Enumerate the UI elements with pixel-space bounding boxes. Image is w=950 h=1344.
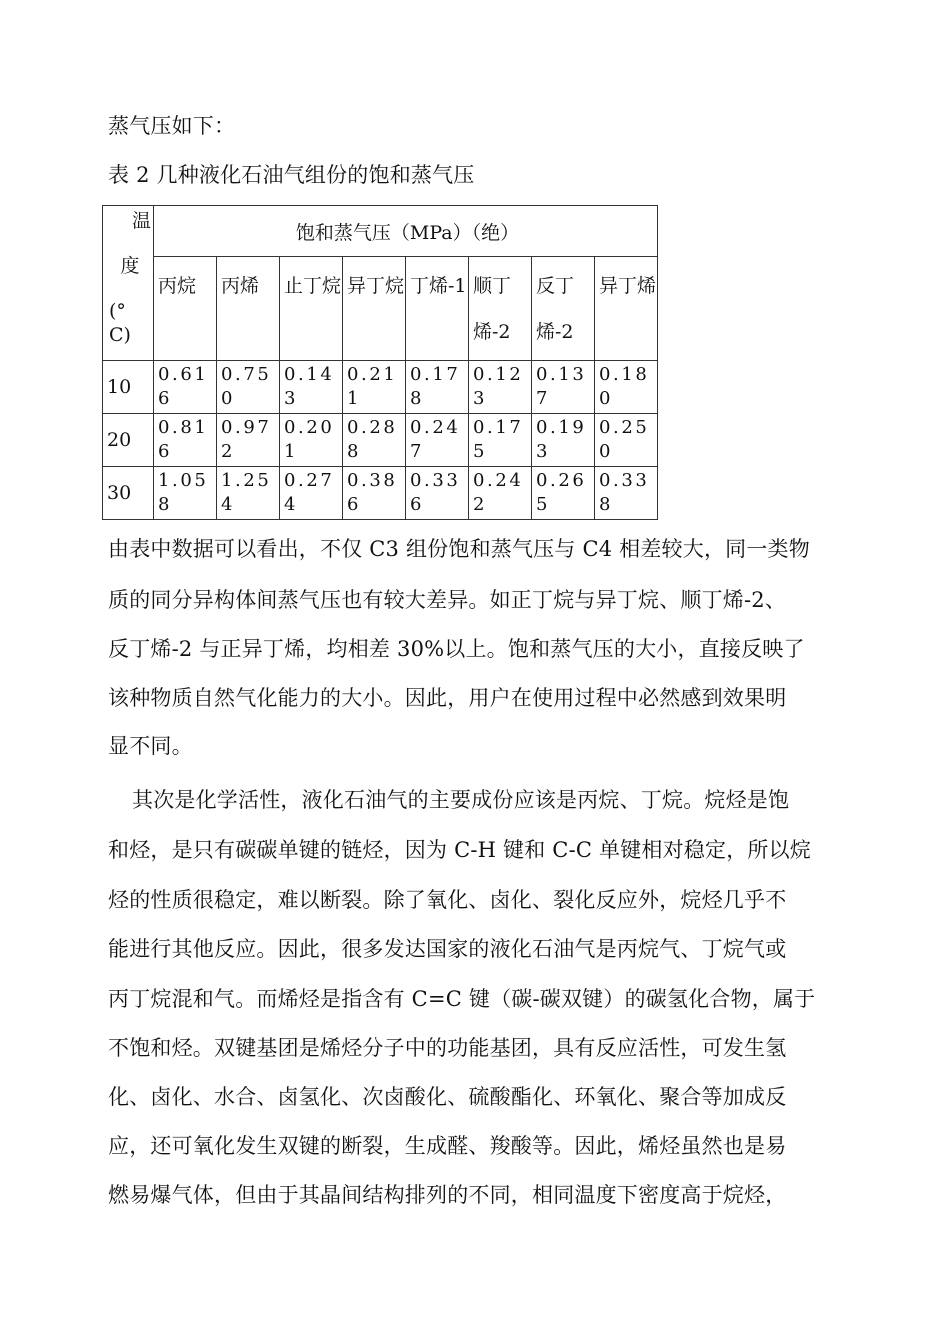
table-caption: 表 2 几种液化石油气组份的饱和蒸气压 bbox=[108, 163, 475, 187]
value-cell: 0.972 bbox=[217, 414, 280, 467]
value-cell: 0.178 bbox=[406, 361, 469, 414]
column-header: 顺丁烯-2 bbox=[469, 257, 532, 361]
column-header: 丙烷 bbox=[154, 257, 217, 361]
paragraph-line: 化、卤化、水合、卤氢化、次卤酸化、硫酸酯化、环氧化、聚合等加成反 bbox=[108, 1085, 787, 1109]
value-cell: 0.386 bbox=[343, 467, 406, 520]
value-cell: 0.616 bbox=[154, 361, 217, 414]
temperature-header-part: 温 bbox=[131, 210, 151, 232]
paragraph-line: 烃的性质很稳定，难以断裂。除了氧化、卤化、裂化反应外，烷烃几乎不 bbox=[108, 888, 787, 912]
value-cell: 0.750 bbox=[217, 361, 280, 414]
paragraph-line: 丙丁烷混和气。而烯烃是指含有 C=C 键（碳-碳双键）的碳氢化合物，属于 bbox=[108, 987, 816, 1011]
paragraph-line: 能进行其他反应。因此，很多发达国家的液化石油气是丙烷气、丁烷气或 bbox=[108, 937, 787, 961]
paragraph-line: 其次是化学活性，液化石油气的主要成份应该是丙烷、丁烷。烷烃是饱 bbox=[132, 788, 790, 812]
table-row bbox=[103, 467, 658, 520]
column-header: 丁烯-1 bbox=[406, 257, 469, 361]
temperature-header-part: C) bbox=[109, 324, 131, 346]
table-row bbox=[103, 414, 658, 467]
temperature-header-part: 度 bbox=[120, 255, 140, 277]
paragraph-line: 显不同。 bbox=[108, 734, 193, 758]
value-cell: 0.137 bbox=[532, 361, 595, 414]
temperature-cell: 10 bbox=[103, 361, 154, 414]
value-cell: 0.201 bbox=[280, 414, 343, 467]
temperature-header bbox=[103, 206, 154, 361]
value-cell: 0.175 bbox=[469, 414, 532, 467]
paragraph-line: 反丁烯-2 与正异丁烯，均相差 30%以上。饱和蒸气压的大小，直接反映了 bbox=[108, 637, 805, 661]
paragraph-line: 和烃，是只有碳碳单键的链烃，因为 C-H 键和 C-C 单键相对稳定，所以烷 bbox=[108, 838, 812, 862]
value-cell: 0.123 bbox=[469, 361, 532, 414]
paragraph-line: 不饱和烃。双键基团是烯烃分子中的功能基团，具有反应活性，可发生氢 bbox=[108, 1036, 787, 1060]
table-row bbox=[103, 361, 658, 414]
vapor-pressure-table bbox=[102, 205, 658, 520]
value-cell: 0.816 bbox=[154, 414, 217, 467]
temperature-cell: 20 bbox=[103, 414, 154, 467]
column-header: 异丁烷 bbox=[343, 257, 406, 361]
value-cell: 0.242 bbox=[469, 467, 532, 520]
value-cell: 0.180 bbox=[595, 361, 658, 414]
paragraph-line: 该种物质自然气化能力的大小。因此，用户在使用过程中必然感到效果明 bbox=[108, 686, 787, 710]
value-cell: 0.247 bbox=[406, 414, 469, 467]
value-cell: 0.274 bbox=[280, 467, 343, 520]
value-cell: 0.250 bbox=[595, 414, 658, 467]
value-cell: 0.336 bbox=[406, 467, 469, 520]
column-header: 丙烯 bbox=[217, 257, 280, 361]
value-cell: 1.058 bbox=[154, 467, 217, 520]
paragraph-line: 由表中数据可以看出，不仅 C3 组份饱和蒸气压与 C4 相差较大，同一类物 bbox=[108, 537, 810, 561]
column-header: 异丁烯 bbox=[595, 257, 658, 361]
value-cell: 0.265 bbox=[532, 467, 595, 520]
column-header: 止丁烷 bbox=[280, 257, 343, 361]
value-cell: 0.143 bbox=[280, 361, 343, 414]
paragraph-line: 燃易爆气体，但由于其晶间结构排列的不同，相同温度下密度高于烷烃， bbox=[108, 1183, 787, 1207]
value-cell: 0.211 bbox=[343, 361, 406, 414]
temperature-header-part: (° bbox=[109, 300, 126, 322]
paragraph-line: 应，还可氧化发生双键的断裂，生成醛、羧酸等。因此，烯烃虽然也是易 bbox=[108, 1134, 787, 1158]
column-header-row bbox=[103, 257, 658, 361]
intro-line: 蒸气压如下： bbox=[108, 114, 236, 138]
temperature-cell: 30 bbox=[103, 467, 154, 520]
value-cell: 0.193 bbox=[532, 414, 595, 467]
value-cell: 0.288 bbox=[343, 414, 406, 467]
pressure-group-header: 饱和蒸气压（MPa）（绝） bbox=[154, 206, 658, 257]
value-cell: 1.254 bbox=[217, 467, 280, 520]
value-cell: 0.338 bbox=[595, 467, 658, 520]
paragraph-line: 质的同分异构体间蒸气压也有较大差异。如正丁烷与异丁烷、顺丁烯-2、 bbox=[108, 588, 787, 612]
column-header: 反丁烯-2 bbox=[532, 257, 595, 361]
